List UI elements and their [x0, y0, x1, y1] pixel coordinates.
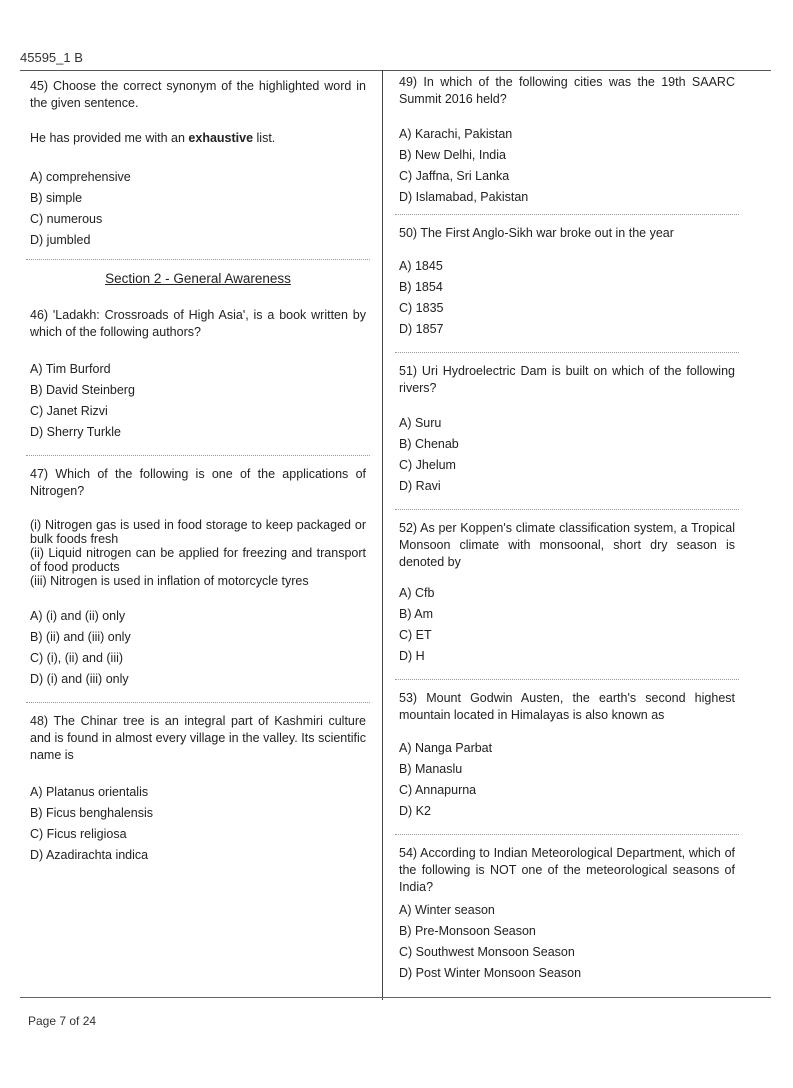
options-list — [30, 169, 366, 249]
highlighted-word: exhaustive — [188, 131, 254, 145]
option-b: B) New Delhi, India — [399, 148, 506, 162]
option-a: A) Karachi, Pakistan — [399, 127, 513, 141]
options-list — [399, 258, 735, 338]
top-divider — [20, 70, 771, 71]
question-separator — [395, 834, 739, 835]
statement-iii: (iii) Nitrogen is used in inflation of motorcycle tyres — [30, 574, 309, 588]
document-code: 45595_1 B — [20, 50, 83, 65]
bottom-divider — [20, 997, 771, 998]
option-a: A) comprehensive — [30, 170, 131, 184]
options-list — [30, 784, 366, 864]
options-list — [399, 902, 735, 982]
option-b: B) Chenab — [399, 437, 459, 451]
option-d: D) Sherry Turkle — [30, 425, 121, 439]
option-b: B) (ii) and (iii) only — [30, 630, 131, 644]
question-text: 47) Which of the following is one of the applications of Nitrogen? — [30, 467, 366, 498]
option-a: A) Tim Burford — [30, 362, 111, 376]
statement-i: (i) Nitrogen gas is used in food storage to keep packaged or bulk foods fresh — [30, 518, 366, 546]
question-54 — [399, 845, 735, 982]
option-d: D) Azadirachta indica — [30, 848, 149, 862]
option-c: C) (i), (ii) and (iii) — [30, 651, 124, 665]
question-separator — [26, 702, 370, 703]
option-d: D) (i) and (iii) only — [30, 672, 129, 686]
option-b: B) Ficus benghalensis — [30, 806, 153, 820]
question-sentence: He has provided me with an exhaustive list. — [30, 131, 276, 145]
option-a: A) Platanus orientalis — [30, 785, 149, 799]
option-d: D) jumbled — [30, 233, 91, 247]
option-b: B) Manaslu — [399, 762, 463, 776]
option-a: A) 1845 — [399, 259, 443, 273]
question-separator — [26, 455, 370, 456]
question-52 — [399, 520, 735, 665]
option-d: D) Post Winter Monsoon Season — [399, 966, 582, 980]
question-text: 49) In which of the following cities was the 19th SAARC Summit 2016 held? — [399, 75, 735, 106]
option-d: D) 1857 — [399, 322, 444, 336]
option-a: A) Nanga Parbat — [399, 741, 493, 755]
statement-ii: (ii) Liquid nitrogen can be applied for freezing and transport of food products — [30, 546, 366, 574]
question-text: 50) The First Anglo-Sikh war broke out in the year — [399, 226, 674, 240]
section-title: Section 2 - General Awareness — [105, 271, 291, 286]
question-text: 46) 'Ladakh: Crossroads of High Asia', is a book written by which of the following authors? — [30, 308, 366, 339]
question-text: 53) Mount Godwin Austen, the earth's second highest mountain located in Himalayas is also known as — [399, 691, 735, 722]
option-d: D) K2 — [399, 804, 431, 818]
question-46 — [30, 307, 366, 441]
question-49 — [399, 74, 735, 206]
option-c: C) ET — [399, 628, 432, 642]
question-51 — [399, 363, 735, 495]
question-text: 48) The Chinar tree is an integral part of Kashmiri culture and is found in almost every village in the valley. Its scientific name is — [30, 714, 366, 762]
question-45 — [30, 78, 366, 249]
option-c: C) Jhelum — [399, 458, 456, 472]
option-b: B) Am — [399, 607, 434, 621]
option-c: C) numerous — [30, 212, 103, 226]
right-column — [399, 74, 735, 986]
option-b: B) simple — [30, 191, 83, 205]
option-c: C) Janet Rizvi — [30, 404, 108, 418]
question-text: 52) As per Koppen's climate classification system, a Tropical Monsoon climate with monsoonal, short dry season is denoted by — [399, 521, 735, 569]
question-separator — [26, 259, 370, 260]
question-text: 51) Uri Hydroelectric Dam is built on which of the following rivers? — [399, 364, 735, 395]
option-c: C) Ficus religiosa — [30, 827, 127, 841]
question-separator — [395, 352, 739, 353]
options-list — [30, 361, 366, 441]
option-d: D) H — [399, 649, 425, 663]
option-b: B) 1854 — [399, 280, 443, 294]
option-b: B) Pre-Monsoon Season — [399, 924, 536, 938]
question-separator — [395, 214, 739, 215]
left-column — [30, 78, 366, 868]
question-47 — [30, 466, 366, 688]
option-c: C) Jaffna, Sri Lanka — [399, 169, 510, 183]
option-a: A) (i) and (ii) only — [30, 609, 126, 623]
options-list — [30, 608, 366, 688]
option-a: A) Suru — [399, 416, 442, 430]
option-b: B) David Steinberg — [30, 383, 135, 397]
options-list — [399, 126, 735, 206]
question-48 — [30, 713, 366, 864]
question-53 — [399, 690, 735, 820]
options-list — [399, 585, 735, 665]
option-c: C) Southwest Monsoon Season — [399, 945, 575, 959]
option-a: A) Winter season — [399, 903, 495, 917]
page-number: Page 7 of 24 — [28, 1014, 97, 1028]
question-text: 54) According to Indian Meteorological Department, which of the following is NOT one of the meteorological seasons of India? — [399, 846, 735, 894]
option-c: C) Annapurna — [399, 783, 477, 797]
question-text: 45) Choose the correct synonym of the highlighted word in the given sentence. — [30, 79, 366, 110]
question-separator — [395, 679, 739, 680]
option-d: D) Islamabad, Pakistan — [399, 190, 529, 204]
question-50 — [399, 225, 735, 338]
statements-list — [30, 518, 366, 588]
question-separator — [395, 509, 739, 510]
options-list — [399, 415, 735, 495]
column-divider — [382, 70, 383, 1000]
option-c: C) 1835 — [399, 301, 444, 315]
option-d: D) Ravi — [399, 479, 441, 493]
option-a: A) Cfb — [399, 586, 435, 600]
options-list — [399, 740, 735, 820]
